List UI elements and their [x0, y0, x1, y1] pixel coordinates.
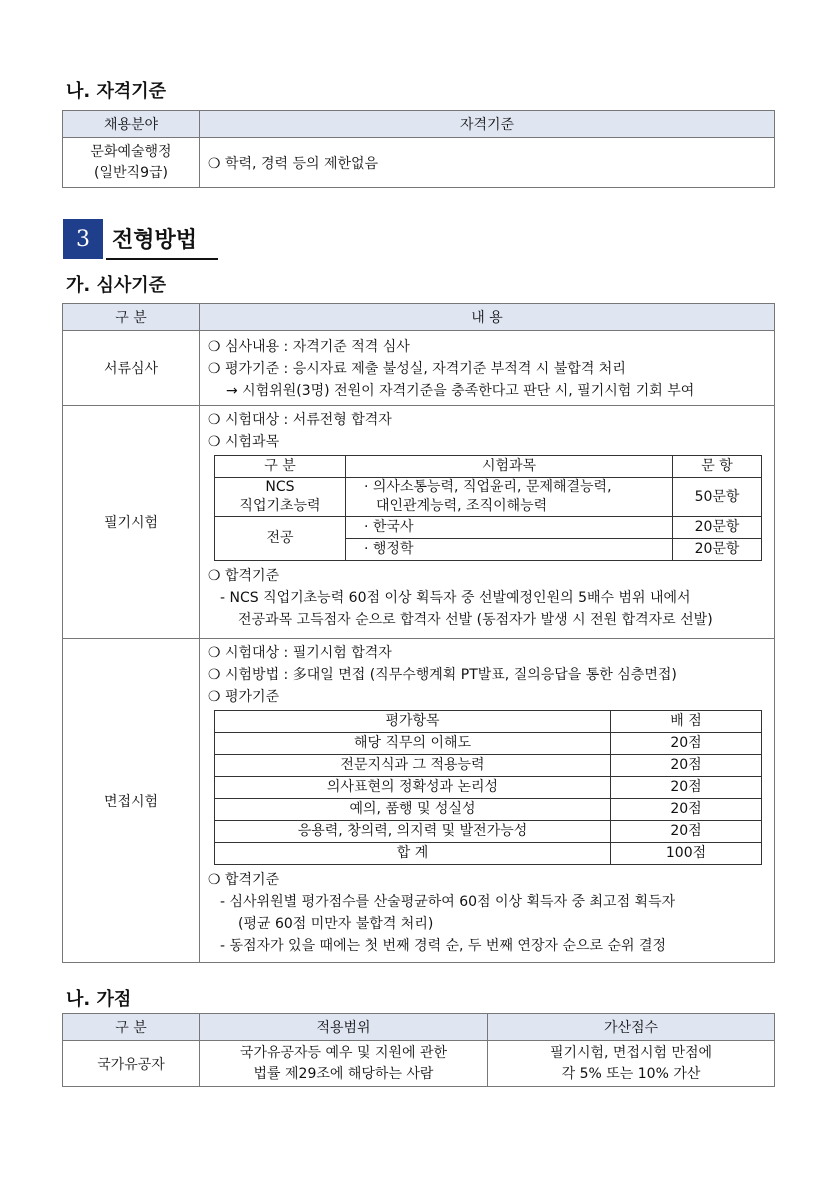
criteria-item: 예의, 품행 및 성실성	[215, 799, 611, 821]
ncs-subjects	[346, 478, 673, 517]
interview-pass-line: (평균 60점 미만자 불합격 처리)	[238, 916, 434, 932]
bonus-scope-line1: 국가유공자등 예우 및 지원에 관한	[239, 1044, 448, 1061]
written-h-subject: 시험과목	[346, 456, 673, 478]
written-subjects-table	[214, 455, 762, 561]
criteria-item: 전문지식과 그 적용능력	[215, 755, 611, 777]
table-row	[215, 755, 762, 777]
document-review-content	[200, 331, 775, 406]
written-subjects-label: ❍ 시험과목	[208, 434, 280, 450]
bonus-points	[488, 1041, 775, 1087]
section-title: 전형방법	[112, 228, 198, 253]
qualification-heading: 나. 자격기준	[66, 81, 167, 102]
qualification-col-field: 채용분야	[63, 111, 200, 138]
written-target: ❍ 시험대상 : 서류전형 합격자	[208, 412, 392, 428]
criteria-item: 응용력, 창의력, 의지력 및 발전가능성	[215, 821, 611, 843]
criteria-score: 20점	[611, 821, 762, 843]
ncs-label-line1: NCS	[265, 479, 295, 495]
interview-target: ❍ 시험대상 : 필기시험 합격자	[208, 645, 392, 661]
review-table	[62, 303, 775, 963]
written-pass-line: - NCS 직업기초능력 60점 이상 획득자 중 선발예정인원의 5배수 범위 내에서	[220, 590, 691, 606]
document-review-line: → 시험위원(3명) 전원이 자격기준을 충족한다고 판단 시, 필기시험 기회 부여	[226, 382, 695, 399]
major-subject-1: · 한국사	[346, 517, 673, 539]
interview-pass-line: - 동점자가 있을 때에는 첫 번째 경력 순, 두 번째 연장자 순으로 순위 결정	[220, 938, 667, 954]
ncs-label-line2: 직업기초능력	[239, 498, 321, 514]
major-items-2: 20문항	[673, 539, 762, 561]
written-exam-content	[200, 406, 775, 639]
written-pass-line: 전공과목 고득점자 순으로 합격자 선발 (동점자가 발생 시 전원 합격자로 선발)	[238, 612, 713, 628]
bonus-table	[62, 1013, 775, 1087]
bonus-scope-line2: 법률 제29조에 해당하는 사람	[253, 1065, 434, 1082]
criteria-score: 20점	[611, 799, 762, 821]
review-col-category: 구 분	[63, 304, 200, 331]
interview-h-item: 평가항목	[215, 711, 611, 733]
interview-content	[200, 639, 775, 963]
criteria-item: 의사표현의 정확성과 논리성	[215, 777, 611, 799]
major-subject-2: · 행정학	[346, 539, 673, 561]
qualification-col-criteria: 자격기준	[200, 111, 775, 138]
written-exam-label: 필기시험	[63, 406, 200, 639]
review-col-content: 내 용	[200, 304, 775, 331]
table-row	[215, 733, 762, 755]
qualification-table	[62, 110, 775, 188]
bonus-col-scope: 적용범위	[200, 1014, 488, 1041]
written-pass-label: ❍ 합격기준	[208, 568, 280, 584]
document-review-line: ❍ 평가기준 : 응시자료 제출 불성실, 자격기준 부적격 시 불합격 처리	[208, 360, 626, 377]
interview-pass-label: ❍ 합격기준	[208, 872, 280, 888]
bonus-col-category: 구 분	[63, 1014, 200, 1041]
major-items-1: 20문항	[673, 517, 762, 539]
table-row	[215, 777, 762, 799]
qualification-field-cell	[63, 138, 200, 188]
ncs-subject-line2: 대인관계능력, 조직이해능력	[376, 498, 548, 514]
qualification-field-line2: (일반직9급)	[94, 164, 168, 181]
criteria-score: 20점	[611, 755, 762, 777]
interview-h-score: 배 점	[611, 711, 762, 733]
interview-pass-line: - 심사위원별 평가점수를 산술평균하여 60점 이상 획득자 중 최고점 획득자	[220, 894, 676, 910]
section-title-underline	[106, 258, 218, 260]
ncs-items: 50문항	[673, 478, 762, 517]
table-row	[215, 799, 762, 821]
qualification-criteria: ❍ 학력, 경력 등의 제한없음	[200, 138, 775, 188]
bonus-heading: 나. 가점	[66, 989, 132, 1010]
review-heading: 가. 심사기준	[66, 275, 167, 296]
table-row-total	[215, 843, 762, 865]
section-number-badge: 3	[63, 219, 103, 259]
ncs-subject-line1: · 의사소통능력, 직업윤리, 문제해결능력,	[364, 479, 612, 495]
major-label: 전공	[215, 517, 346, 561]
interview-criteria-table	[214, 710, 762, 865]
interview-criteria-label: ❍ 평가기준	[208, 689, 280, 705]
document-review-line: ❍ 심사내용 : 자격기준 적격 심사	[208, 338, 410, 355]
criteria-total-score: 100점	[611, 843, 762, 865]
bonus-points-line2: 각 5% 또는 10% 가산	[561, 1065, 701, 1082]
criteria-item: 해당 직무의 이해도	[215, 733, 611, 755]
interview-method: ❍ 시험방법 : 多대일 면접 (직무수행계획 PT발표, 질의응답을 통한 심층면접)	[208, 667, 677, 683]
written-h-items: 문 항	[673, 456, 762, 478]
ncs-label	[215, 478, 346, 517]
table-row	[215, 821, 762, 843]
criteria-score: 20점	[611, 777, 762, 799]
bonus-category: 국가유공자	[63, 1041, 200, 1087]
written-h-category: 구 분	[215, 456, 346, 478]
criteria-total-label: 합 계	[215, 843, 611, 865]
bonus-points-line1: 필기시험, 면접시험 만점에	[549, 1044, 713, 1061]
document-review-label: 서류심사	[63, 331, 200, 406]
bonus-col-points: 가산점수	[488, 1014, 775, 1041]
criteria-score: 20점	[611, 733, 762, 755]
bonus-scope	[200, 1041, 488, 1087]
qualification-field-line1: 문화예술행정	[90, 143, 172, 160]
interview-label: 면접시험	[63, 639, 200, 963]
